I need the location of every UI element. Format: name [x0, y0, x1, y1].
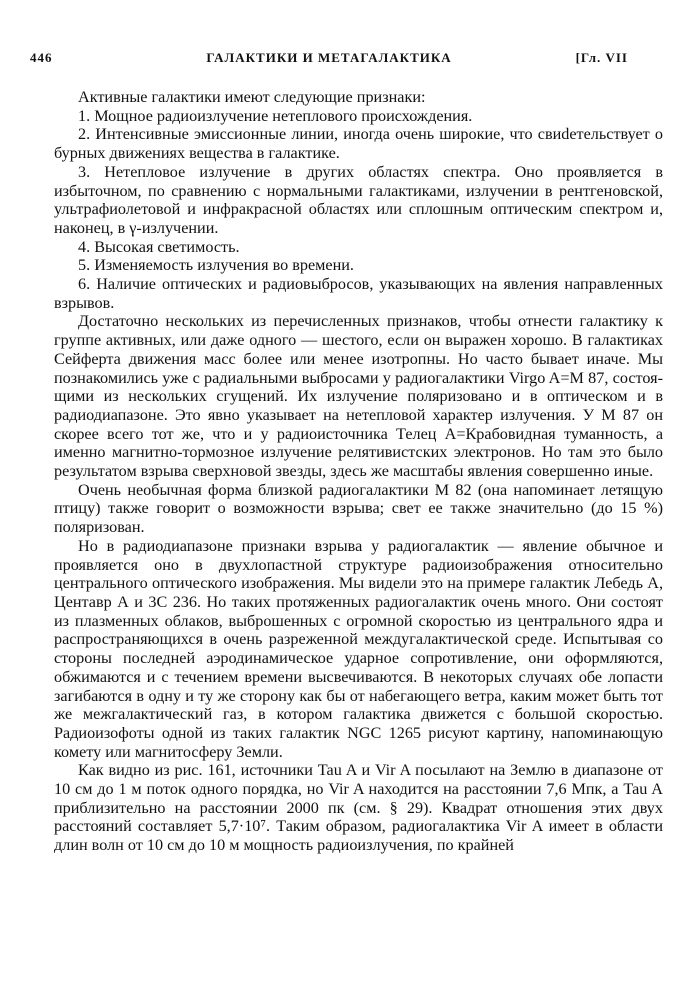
list-item-3: 3. Нетепловое излучение в других областях спектра. Оно проявляется в избыточном, по сравнению с нормальными галактиками, излучении в рентгеновской, ультрафиолетовой и инфракрасной областях или сплошным оптическим спектром и, наконец, в γ-излучении.: [54, 162, 663, 237]
paragraph-signs: Достаточно нескольких из перечисленных признаков, чтобы отнести галактику к группе активных, или даже одного — шестого, если он выражен хорошо. В галактиках Сейферта движения масс более или менее изотропны. Но часто бывает иначе. Мы познакомились уже с радиальными выбросами у радиогалактики Virgo A=M 87, состоящими из нескольких сгущений. Их излучение поляризовано и в оптическом и в радиодиапазоне. Это явно указывает на нетепловой характер излучения. У М 87 он скорее всего тот же, что и у радиоисточника Телец A=Крабовидная туманность, а именно магнитно-тормозное излучение релятивистских электронов. Но там это было результатом взрыва сверхновой звезды, здесь же масштабы явления совершенно иные.: [54, 312, 663, 481]
list-item-5: 5. Изменяемость излучения во времени.: [78, 256, 354, 275]
page-body: [54, 88, 663, 855]
list-item-1: 1. Мощное радиоизлучение нетеплового происхождения.: [78, 106, 473, 125]
page-header: [30, 50, 628, 70]
running-title: ГАЛАКТИКИ И МЕТАГАЛАКТИКА: [206, 50, 452, 65]
paragraph-intro: Активные галактики имеют следующие признаки:: [78, 88, 426, 106]
list-item-4: 4. Высокая светимость.: [78, 237, 240, 256]
list-item-6: 6. Наличие оптических и радиовыбросов, указывающих на явления направленных взрывов.: [54, 275, 663, 312]
page-number: 446: [30, 50, 53, 65]
chapter-label: [Гл. VII: [575, 50, 628, 65]
paragraph-radio-explosions: Но в радиодиапазоне признаки взрыва у радиогалактик — явление обычное и проявляется оно в двухлопастной структуре радиоизображения относительно центрального оптического изображения. Мы видели это на примере галактик Лебедь А, Центавр А и 3С 236. Но таких протяженных радиогалактик очень много. Они состоят из плазменных облаков, выброшенных с огромной скоростью из центрального ядра и распространяющихся в очень разреженной междугалактической среде. Испытывая со стороны последней аэродинамическое ударное сопротивление, они оформляются, обжимаются и с течением времени высвечиваются. В некоторых случаях обе лопасти загибаются в одну и ту же сторону как бы от набегающего ветра, каким может быть тот же межгалактический газ, в котором галактика движется с большой скоростью. Радиоизофоты одной из таких галактик NGC 1265 рисуют картину, напоминающую комету или магнитосферу Земли.: [54, 536, 663, 761]
paragraph-tau-vir: Как видно из рис. 161, источники Tau A и Vir A посылают на Землю в диапазоне от 10 см до 1 м поток одного порядка, но Vir A находится на расстоянии 7,6 Мпк, а Tau A приблизительно на расстоянии 2000 пк (см. § 29). Квадрат отношения этих двух расстояний составляет 5,7·10⁷. Таким образом, радиогалактика Vir A имеет в области длин волн от 10 см до 10 м мощность радиоизлучения, по крайней: [54, 761, 663, 855]
paragraph-m82: Очень необычная форма близкой радиогалактики М 82 (она напоминает летящую птицу) также говорит о возможности взрыва; свет ее также значительно (до 15 %) поляризован.: [54, 480, 663, 537]
list-item-2: 2. Интенсивные эмиссионные линии, иногда очень широкие, что свиdетельствует о бурных движениях вещества в галактике.: [54, 125, 663, 163]
